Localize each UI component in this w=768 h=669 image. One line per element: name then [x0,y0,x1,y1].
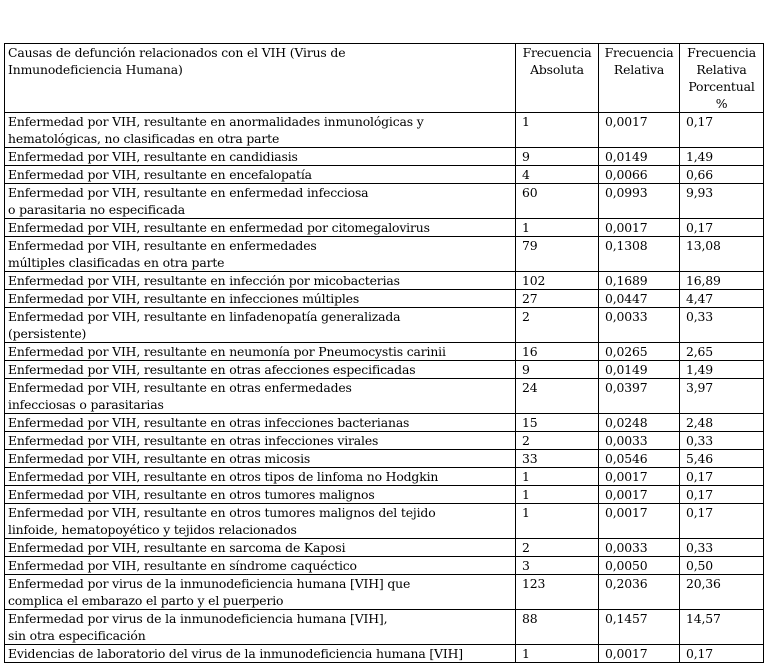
cell-cause: Enfermedad por VIH, resultante en otros tumores malignos del tejido linfoide, hematopoyético y tejidos relacionados [5,504,516,539]
cell-percent-frequency: 0,17 [680,504,764,539]
cell-absolute-frequency: 102 [516,272,599,290]
cell-cause: Enfermedad por VIH, resultante en enfermedad por citomegalovirus [5,219,516,237]
cell-absolute-frequency: 9 [516,361,599,379]
cell-percent-frequency: 3,97 [680,379,764,414]
cell-absolute-frequency: 1 [516,113,599,148]
cell-absolute-frequency: 1 [516,219,599,237]
table-row [5,379,764,414]
cell-percent-frequency: 5,46 [680,450,764,468]
cell-cause: Enfermedad por VIH, resultante en sarcoma de Kaposi [5,539,516,557]
cell-absolute-frequency: 2 [516,539,599,557]
cell-absolute-frequency: 1 [516,504,599,539]
cell-relative-frequency: 0,0993 [599,184,680,219]
table-row [5,645,764,663]
cell-relative-frequency: 0,0017 [599,113,680,148]
cell-cause: Enfermedad por VIH, resultante en candidiasis [5,148,516,166]
cell-percent-frequency: 4,47 [680,290,764,308]
table-row [5,166,764,184]
cell-relative-frequency: 0,0017 [599,219,680,237]
cell-relative-frequency: 0,0050 [599,557,680,575]
cell-cause: Enfermedad por VIH, resultante en otros tipos de linfoma no Hodgkin [5,468,516,486]
cell-absolute-frequency: 24 [516,379,599,414]
table-row [5,290,764,308]
header-absolute-frequency: Frecuencia Absoluta [516,44,599,113]
cell-relative-frequency: 0,1689 [599,272,680,290]
cell-cause: Enfermedad por VIH, resultante en neumonía por Pneumocystis carinii [5,343,516,361]
cell-cause: Enfermedad por VIH, resultante en enfermedades múltiples clasificadas en otra parte [5,237,516,272]
cell-absolute-frequency: 33 [516,450,599,468]
table-row [5,113,764,148]
cell-absolute-frequency: 1 [516,645,599,663]
cell-cause: Enfermedad por VIH, resultante en síndrome caquéctico [5,557,516,575]
cell-relative-frequency: 0,0397 [599,379,680,414]
cell-percent-frequency: 20,36 [680,575,764,610]
cell-cause: Enfermedad por VIH, resultante en otras afecciones especificadas [5,361,516,379]
cell-percent-frequency: 13,08 [680,237,764,272]
cell-percent-frequency: 1,49 [680,361,764,379]
table-row [5,504,764,539]
table-row [5,432,764,450]
cell-cause: Enfermedad por VIH, resultante en otras infecciones bacterianas [5,414,516,432]
header-row [5,44,764,113]
header-relative-frequency: Frecuencia Relativa [599,44,680,113]
cell-percent-frequency: 0,17 [680,219,764,237]
table-header [5,44,764,113]
table-body [5,113,764,663]
cell-cause: Enfermedad por virus de la inmunodeficiencia humana [VIH] que complica el embarazo el parto y el puerperio [5,575,516,610]
cell-absolute-frequency: 16 [516,343,599,361]
cell-absolute-frequency: 2 [516,432,599,450]
table-row [5,557,764,575]
table-row [5,343,764,361]
cell-relative-frequency: 0,1308 [599,237,680,272]
table-row [5,414,764,432]
table-row [5,219,764,237]
hiv-causes-table [4,43,764,663]
cell-cause: Enfermedad por VIH, resultante en otras enfermedades infecciosas o parasitarias [5,379,516,414]
cell-relative-frequency: 0,0149 [599,361,680,379]
table-row [5,575,764,610]
cell-absolute-frequency: 2 [516,308,599,343]
cell-relative-frequency: 0,0066 [599,166,680,184]
cell-relative-frequency: 0,0546 [599,450,680,468]
cell-percent-frequency: 0,17 [680,486,764,504]
cell-absolute-frequency: 4 [516,166,599,184]
cell-percent-frequency: 2,48 [680,414,764,432]
cell-cause: Enfermedad por VIH, resultante en otras infecciones virales [5,432,516,450]
cell-absolute-frequency: 9 [516,148,599,166]
cell-percent-frequency: 1,49 [680,148,764,166]
cell-absolute-frequency: 88 [516,610,599,645]
cell-cause: Enfermedad por VIH, resultante en encefalopatía [5,166,516,184]
cell-relative-frequency: 0,0033 [599,432,680,450]
cell-cause: Enfermedad por VIH, resultante en otras micosis [5,450,516,468]
cell-relative-frequency: 0,0033 [599,308,680,343]
cell-relative-frequency: 0,0447 [599,290,680,308]
header-percent-frequency: Frecuencia Relativa Porcentual % [680,44,764,113]
table-row [5,486,764,504]
cell-cause: Evidencias de laboratorio del virus de la inmunodeficiencia humana [VIH] [5,645,516,663]
cell-percent-frequency: 2,65 [680,343,764,361]
cell-percent-frequency: 0,17 [680,468,764,486]
cell-cause: Enfermedad por VIH, resultante en infecciones múltiples [5,290,516,308]
cell-relative-frequency: 0,0017 [599,486,680,504]
cell-relative-frequency: 0,0149 [599,148,680,166]
cell-relative-frequency: 0,2036 [599,575,680,610]
cell-percent-frequency: 0,17 [680,645,764,663]
cell-absolute-frequency: 3 [516,557,599,575]
header-cause: Causas de defunción relacionados con el VIH (Virus de Inmunodeficiencia Humana) [5,44,516,113]
cell-relative-frequency: 0,0017 [599,504,680,539]
cell-cause: Enfermedad por VIH, resultante en otros tumores malignos [5,486,516,504]
cell-cause: Enfermedad por virus de la inmunodeficiencia humana [VIH], sin otra especificación [5,610,516,645]
cell-absolute-frequency: 60 [516,184,599,219]
table-row [5,539,764,557]
table-row [5,308,764,343]
table-row [5,237,764,272]
cell-relative-frequency: 0,0033 [599,539,680,557]
cell-percent-frequency: 0,33 [680,432,764,450]
cell-percent-frequency: 16,89 [680,272,764,290]
cell-absolute-frequency: 1 [516,486,599,504]
cell-absolute-frequency: 1 [516,468,599,486]
cell-percent-frequency: 0,33 [680,539,764,557]
cell-relative-frequency: 0,0017 [599,645,680,663]
table-row [5,468,764,486]
cell-relative-frequency: 0,0017 [599,468,680,486]
cell-percent-frequency: 9,93 [680,184,764,219]
cell-relative-frequency: 0,0265 [599,343,680,361]
cell-absolute-frequency: 27 [516,290,599,308]
cell-percent-frequency: 0,17 [680,113,764,148]
cell-relative-frequency: 0,0248 [599,414,680,432]
table-row [5,272,764,290]
cell-percent-frequency: 0,66 [680,166,764,184]
table-row [5,148,764,166]
table-row [5,610,764,645]
cell-relative-frequency: 0,1457 [599,610,680,645]
cell-absolute-frequency: 123 [516,575,599,610]
cell-percent-frequency: 14,57 [680,610,764,645]
cell-percent-frequency: 0,50 [680,557,764,575]
cell-cause: Enfermedad por VIH, resultante en infección por micobacterias [5,272,516,290]
cell-cause: Enfermedad por VIH, resultante en linfadenopatía generalizada (persistente) [5,308,516,343]
table-row [5,361,764,379]
table-row [5,450,764,468]
cell-cause: Enfermedad por VIH, resultante en enfermedad infecciosa o parasitaria no especificada [5,184,516,219]
table-row [5,184,764,219]
cell-cause: Enfermedad por VIH, resultante en anormalidades inmunológicas y hematológicas, no clasificadas en otra parte [5,113,516,148]
cell-percent-frequency: 0,33 [680,308,764,343]
cell-absolute-frequency: 79 [516,237,599,272]
cell-absolute-frequency: 15 [516,414,599,432]
